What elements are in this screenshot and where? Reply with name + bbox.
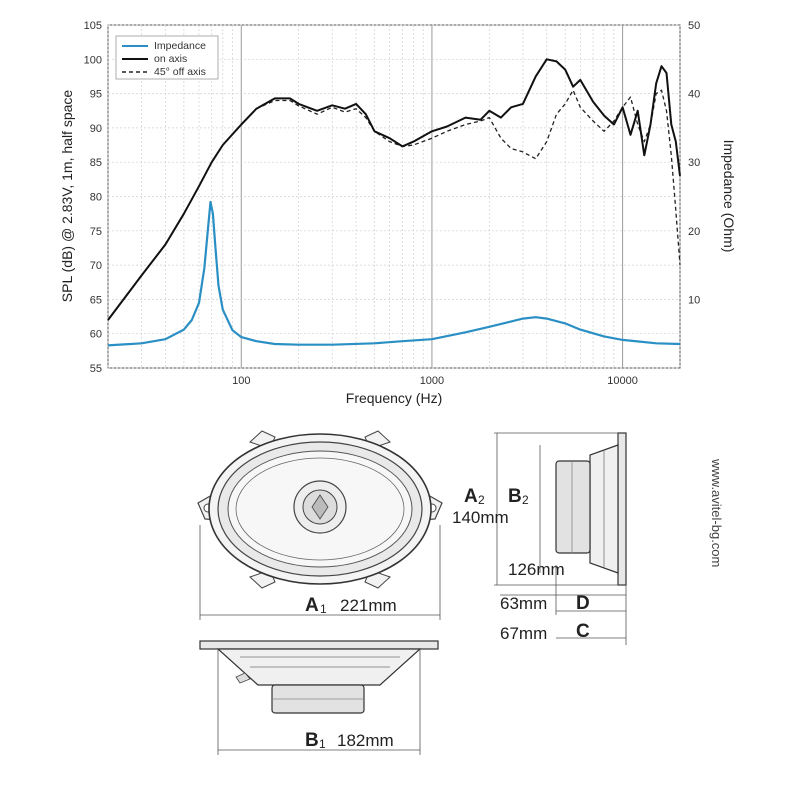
x-tick-label: 1000 xyxy=(419,375,445,387)
profile-magnet xyxy=(556,461,590,553)
legend-off-axis-label: 45° off axis xyxy=(154,66,206,78)
legend xyxy=(116,36,218,79)
y-axis-label: SPL (dB) @ 2.83V, 1m, half space xyxy=(59,89,75,303)
a1-value: 221mm xyxy=(340,596,397,615)
b1-subscript: 1 xyxy=(319,737,326,751)
x-tick-label: 10000 xyxy=(607,375,638,387)
profile-flange xyxy=(618,433,626,585)
d-value: 63mm xyxy=(500,594,548,613)
b1-value: 182mm xyxy=(337,731,394,750)
y-tick-label: 85 xyxy=(89,157,102,170)
y2-tick-label: 10 xyxy=(688,294,701,307)
y-tick-label: 65 xyxy=(89,294,102,307)
y-tick-label: 90 xyxy=(89,122,102,135)
b2-value: 126mm xyxy=(508,560,565,579)
b1-letter: B xyxy=(305,730,319,751)
y-tick-label: 70 xyxy=(89,260,102,273)
website-text: www.avitel-bg.com xyxy=(709,459,724,568)
d-letter: D xyxy=(576,593,590,614)
profile-view-drawing xyxy=(452,433,626,645)
legend-on-axis-label: on axis xyxy=(154,53,188,65)
c-letter: C xyxy=(576,621,590,642)
y-tick-label: 105 xyxy=(83,20,102,32)
b2-letter: B xyxy=(508,486,522,507)
legend-impedance-label: Impedance xyxy=(154,40,206,52)
y2-tick-label: 30 xyxy=(688,157,701,170)
a1-letter: A xyxy=(305,595,319,616)
y-tick-label: 75 xyxy=(89,225,102,238)
y-tick-label: 60 xyxy=(89,328,102,341)
a2-letter: A xyxy=(464,486,478,507)
y-tick-label: 100 xyxy=(83,54,102,67)
y2-tick-label: 40 xyxy=(688,88,701,101)
b2-subscript: 2 xyxy=(522,493,529,507)
y-tick-label: 80 xyxy=(89,191,102,204)
y2-tick-label: 50 xyxy=(688,20,701,32)
speaker-dimension-drawings xyxy=(0,415,800,800)
y-tick-label: 95 xyxy=(89,88,102,101)
front-view-drawing xyxy=(198,431,442,620)
x-axis-label: Frequency (Hz) xyxy=(345,390,443,406)
y2-axis-label: Impedance (Ohm) xyxy=(721,139,737,253)
side-flange xyxy=(200,641,438,649)
side-view-drawing xyxy=(200,641,438,755)
x-tick-label: 100 xyxy=(232,375,251,387)
c-value: 67mm xyxy=(500,624,548,643)
y-tick-label: 55 xyxy=(89,363,102,375)
a2-value: 140mm xyxy=(452,508,509,527)
a1-subscript: 1 xyxy=(320,602,327,616)
y2-tick-label: 20 xyxy=(688,225,701,238)
a2-subscript: 2 xyxy=(478,493,485,507)
